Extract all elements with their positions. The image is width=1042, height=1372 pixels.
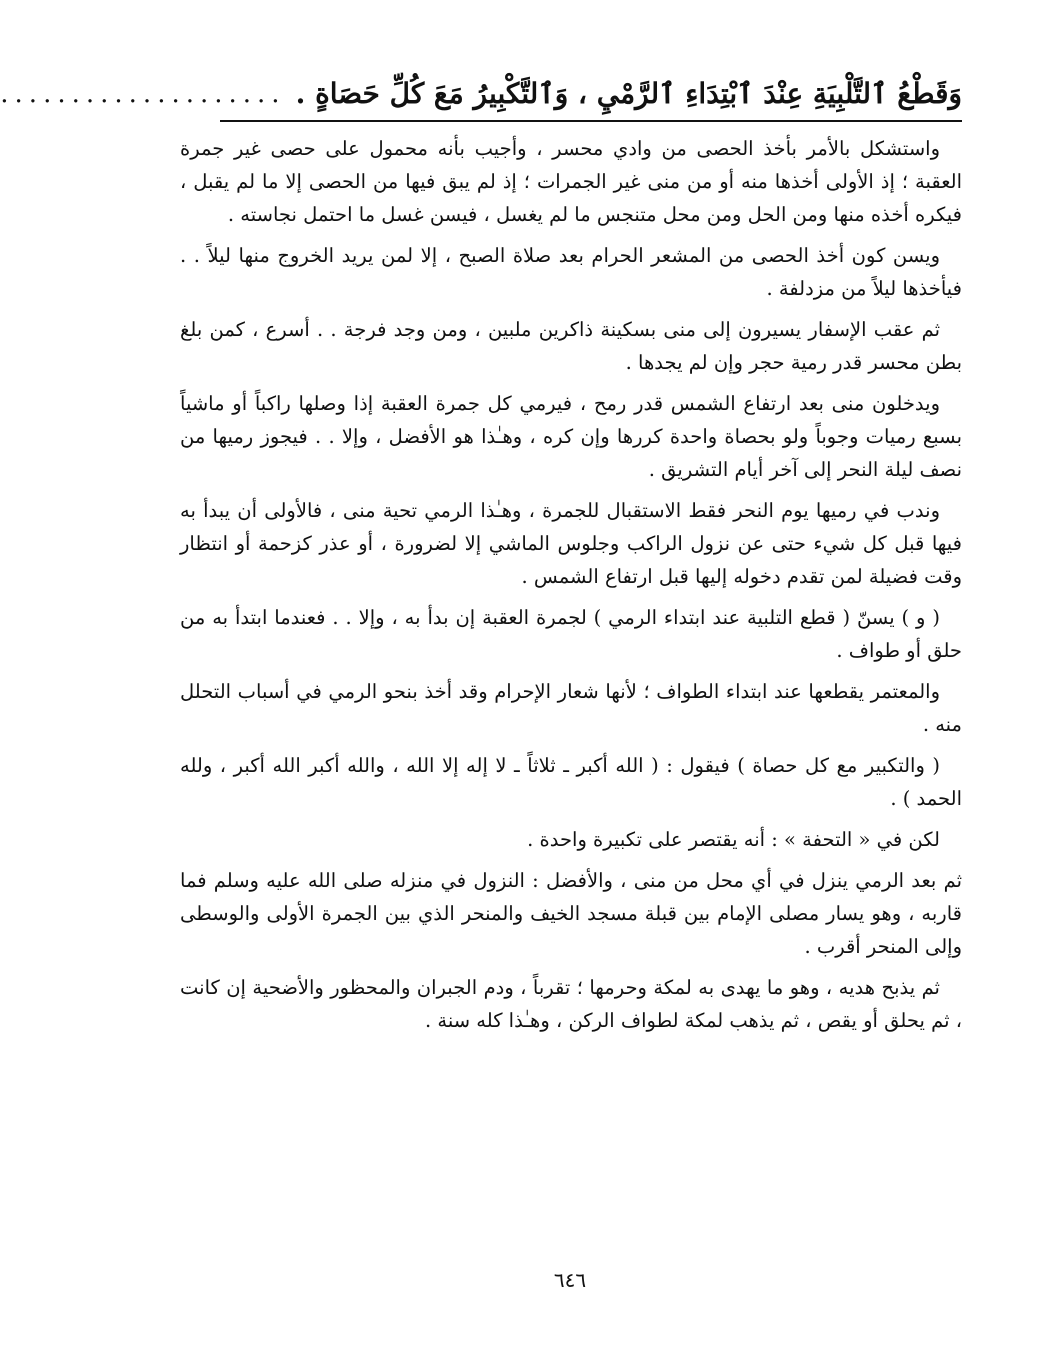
running-header bbox=[0, 40, 962, 112]
paragraph: ويسن كون أخذ الحصى من المشعر الحرام بعد صلاة الصبح ، إلا لمن يريد الخروج منها ليلاً . . فيأخذها ليلاً من مزدلفة . bbox=[180, 244, 962, 300]
body-text bbox=[180, 132, 962, 1037]
paragraph: وندب في رميها يوم النحر فقط الاستقبال للجمرة ، وهـٰذا الرمي تحية منى ، فالأولى أن يبدأ به فيها قبل كل شيء حتى عن نزول الراكب وجلوس الماشي إلا لضرورة ، أو عذر كزحمة أو انتظار وقت فضيلة لمن تقدم دخوله إليها قبل ارتفاع الشمس . bbox=[180, 499, 962, 588]
paragraph: واستشكل بالأمر بأخذ الحصى من وادي محسر ، وأجيب بأنه محمول على حصى غير جمرة العقبة ؛ إذ الأولى أخذها منه أو من منى غير الجمرات ؛ إذ لم يبق فيها من الحصى إلا ما لم يقبل ، فيكره أخذه منها ومن الحل ومن محل متنجس ما لم يغسل ، فيسن غسل ما احتمل نجاسته . bbox=[180, 137, 962, 226]
paragraph: ثم عقب الإسفار يسيرون إلى منى بسكينة ذاكرين ملبين ، ومن وجد فرجة . . أسرع ، كمن بلغ بطن محسر قدر رمية حجر وإن لم يجدها . bbox=[180, 318, 962, 374]
paragraph: ثم بعد الرمي ينزل في أي محل من منى ، والأفضل : النزول في منزله صلى الله عليه وسلم فما قاربه ، وهو يسار مصلى الإمام بين قبلة مسجد الخيف والمنحر الذي بين الجمرة الأولى والوسطى وإلى المنحر أقرب . bbox=[180, 869, 962, 958]
header-rule bbox=[220, 120, 962, 122]
running-title: وَقَطْعُ ٱلتَّلْبِيَةِ عِنْدَ ٱبْتِدَاءِ ٱلرَّمْيِ ، وَٱلتَّكْبِيرُ مَعَ كُلِّ حَصَاةٍ . bbox=[295, 76, 962, 110]
paragraph: ( والتكبير مع كل حصاة ) فيقول : ( الله أكبر ـ ثلاثاً ـ لا إله إلا الله ، والله أكبر الله أكبر ، ولله الحمد ) . bbox=[180, 754, 962, 810]
paragraph: لكن في « التحفة » : أنه يقتصر على تكبيرة واحدة . bbox=[527, 828, 940, 851]
page-number: ٦٤٦ bbox=[553, 1268, 587, 1292]
paragraph: ( و ) يسنّ ( قطع التلبية عند ابتداء الرمي ) لجمرة العقبة إن بدأ به ، وإلا . . فعندما ابتدأ به من حلق أو طواف . bbox=[180, 606, 962, 662]
paragraph: ثم يذبح هديه ، وهو ما يهدى به لمكة وحرمها ؛ تقرباً ، ودم الجبران والمحظور والأضحية إن كانت ، ثم يحلق أو يقص ، ثم يذهب لمكة لطواف الركن ، وهـٰذا كله سنة . bbox=[180, 976, 962, 1032]
paragraph: والمعتمر يقطعها عند ابتداء الطواف ؛ لأنها شعار الإحرام وقد أخذ بنحو الرمي في أسباب التحلل منه . bbox=[180, 680, 962, 736]
book-page bbox=[0, 40, 962, 1045]
paragraph: ويدخلون منى بعد ارتفاع الشمس قدر رمح ، فيرمي كل جمرة العقبة إذا وصلها راكباً أو ماشياً بسبع رميات وجوباً ولو بحصاة واحدة كررها وإن كره ، وهـٰذا هو الأفضل ، وإلا . . فيجوز رميها من نصف ليلة النحر إلى آخر أيام التشريق . bbox=[180, 392, 962, 481]
header-leader-dots: .................... bbox=[0, 79, 286, 110]
